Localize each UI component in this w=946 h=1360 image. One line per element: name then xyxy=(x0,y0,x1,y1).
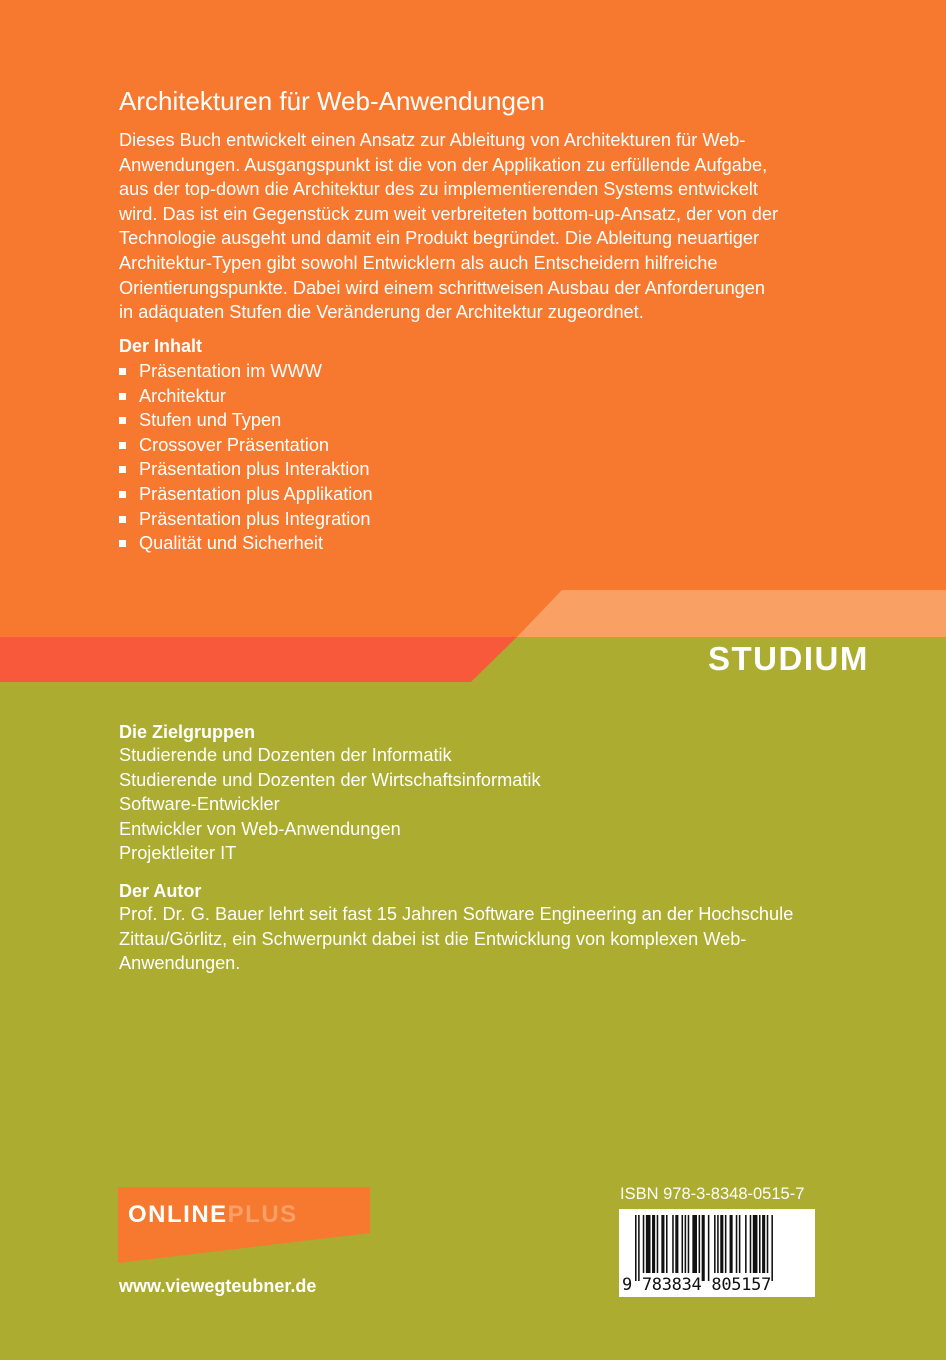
list-item xyxy=(119,433,373,458)
barcode-bar xyxy=(675,1215,678,1273)
target-group-item: Projektleiter IT xyxy=(119,843,237,864)
list-item-text: Präsentation plus Interaktion xyxy=(139,459,370,480)
list-item xyxy=(119,384,373,409)
list-item-text: Präsentation plus Integration xyxy=(139,508,371,529)
barcode-bar xyxy=(739,1215,741,1273)
square-bullet-icon xyxy=(119,540,126,547)
barcode-digits: 9 783834 805157 xyxy=(622,1275,772,1295)
intro-line: Dieses Buch entwickelt einen Ansatz zur Ableitung von Architekturen für Web- xyxy=(119,130,746,150)
author-line: Anwendungen. xyxy=(119,953,241,974)
barcode-bar xyxy=(702,1215,705,1281)
barcode-bar xyxy=(688,1215,690,1273)
target-group-item: Entwickler von Web-Anwendungen xyxy=(119,818,401,839)
contents-section xyxy=(119,336,373,556)
square-bullet-icon xyxy=(119,466,126,473)
list-item xyxy=(119,507,373,532)
contents-list xyxy=(119,359,373,556)
barcode-bar xyxy=(767,1215,769,1273)
barcode-bar xyxy=(745,1215,747,1273)
isbn-number: ISBN 978-3-8348-0515-7 xyxy=(620,1185,805,1203)
barcode-bar xyxy=(750,1215,752,1273)
author-line: Prof. Dr. G. Bauer lehrt seit fast 15 Jahren Software Engineering an der Hochschule xyxy=(119,904,794,924)
publisher-url[interactable]: www.viewegteubner.de xyxy=(119,1276,317,1296)
online-plus-logo xyxy=(118,1187,370,1263)
list-item xyxy=(119,408,373,433)
barcode xyxy=(619,1209,815,1297)
barcode-bar xyxy=(736,1215,738,1273)
barcode-bar xyxy=(725,1215,727,1273)
target-groups-section xyxy=(119,722,541,866)
barcode-bar xyxy=(635,1215,637,1281)
square-bullet-icon xyxy=(119,516,126,523)
square-bullet-icon xyxy=(119,417,126,424)
barcode-bar xyxy=(646,1215,651,1273)
list-item-text: Crossover Präsentation xyxy=(139,434,330,455)
square-bullet-icon xyxy=(119,442,126,449)
list-item-text: Qualität und Sicherheit xyxy=(139,533,324,554)
intro-line: aus der top-down die Architektur des zu implementierenden Systems entwickelt xyxy=(119,179,758,200)
barcode-bar xyxy=(714,1215,716,1273)
barcode-bar xyxy=(638,1215,640,1281)
barcode-bar xyxy=(643,1215,645,1273)
barcode-bar xyxy=(708,1215,710,1281)
target-groups-heading: Die Zielgruppen xyxy=(119,722,256,742)
barcode-bar xyxy=(692,1215,697,1273)
intro-line: in adäquaten Stufen die Veränderung der Architektur zugeordnet. xyxy=(119,302,644,323)
barcode-bar xyxy=(753,1215,758,1273)
barcode-bar xyxy=(762,1215,765,1273)
barcode-bar xyxy=(682,1215,684,1273)
barcode-bar xyxy=(661,1215,664,1273)
online-word: ONLINE xyxy=(128,1201,228,1228)
square-bullet-icon xyxy=(119,491,126,498)
list-item-text: Stufen und Typen xyxy=(139,410,282,431)
intro-line: wird. Das ist ein Gegenstück zum weit verbreiteten bottom-up-Ansatz, der von der xyxy=(119,203,779,224)
intro-line: Orientierungspunkte. Dabei wird einem schrittweisen Ausbau der Anforderungen xyxy=(119,277,766,298)
author-line: Zittau/Görlitz, ein Schwerpunkt dabei ist die Entwicklung von komplexen Web- xyxy=(119,928,747,949)
barcode-bar xyxy=(685,1215,687,1273)
series-label: STUDIUM xyxy=(708,640,869,677)
list-item xyxy=(119,531,373,556)
contents-heading: Der Inhalt xyxy=(119,336,203,356)
barcode-bar xyxy=(699,1215,701,1273)
target-group-item: Studierende und Dozenten der Informatik xyxy=(119,745,452,765)
target-group-item: Studierende und Dozenten der Wirtschaftsinformatik xyxy=(119,769,541,790)
barcode-bar xyxy=(730,1215,733,1273)
list-item xyxy=(119,359,373,384)
square-bullet-icon xyxy=(119,368,126,375)
barcode-bar xyxy=(672,1215,674,1273)
barcode-bar xyxy=(652,1215,655,1273)
barcode-bar xyxy=(657,1215,659,1273)
intro-line: Anwendungen. Ausgangspunkt ist die von der Applikation zu erfüllende Aufgabe, xyxy=(119,154,768,175)
list-item xyxy=(119,457,373,482)
barcode-bar xyxy=(720,1215,723,1273)
author-section xyxy=(119,881,839,976)
list-item-text: Präsentation plus Applikation xyxy=(139,483,373,504)
plus-word: PLUS xyxy=(227,1201,298,1228)
list-item xyxy=(119,482,373,507)
list-item-text: Architektur xyxy=(139,385,226,406)
square-bullet-icon xyxy=(119,393,126,400)
intro-line: Architektur-Typen gibt sowohl Entwicklern als auch Entscheidern hilfreiche xyxy=(119,252,718,273)
target-group-item: Software-Entwickler xyxy=(119,794,280,815)
intro-line: Technologie ausgeht und damit ein Produkt begründet. Die Ableitung neuartiger xyxy=(119,228,760,249)
intro-text xyxy=(119,128,819,325)
book-title: Architekturen für Web-Anwendungen xyxy=(119,86,545,116)
barcode-bar xyxy=(666,1215,668,1273)
barcode-bar xyxy=(759,1215,761,1273)
author-heading: Der Autor xyxy=(119,881,202,901)
list-item-text: Präsentation im WWW xyxy=(139,361,322,381)
barcode-bar xyxy=(771,1215,773,1281)
online-plus-text xyxy=(128,1201,298,1229)
barcode-bar xyxy=(717,1215,719,1273)
